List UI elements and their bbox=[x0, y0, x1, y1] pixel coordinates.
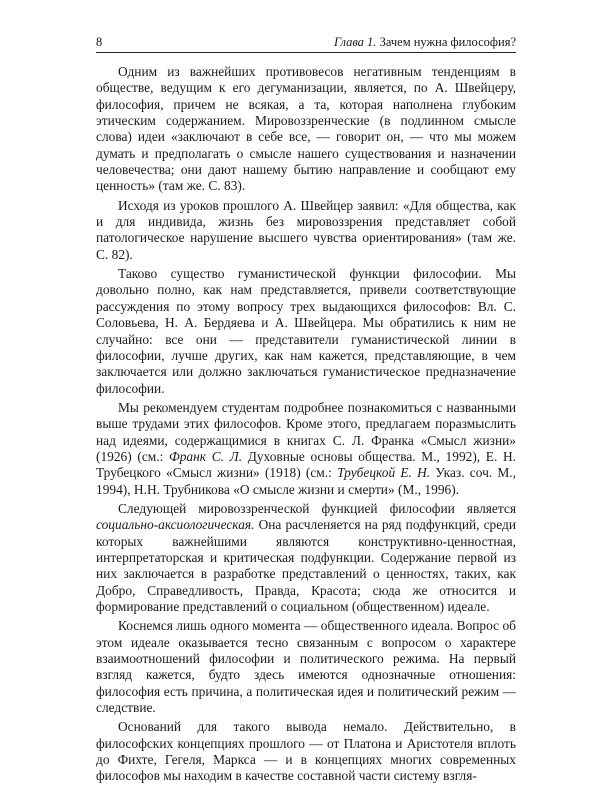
paragraph: Исходя из уроков прошлого А. Швейцер заявил: «Для общества, как и для индивида, жизнь без мировоззрения представляет собой патологическое нарушение высшего чувства ориентирования» (там же. С. 82). bbox=[96, 197, 516, 262]
paragraph: Таково существо гуманистической функции философии. Мы довольно полно, как нам представляется, привели соответствующие рассуждения по этому вопросу трех выдающихся философов: Вл. С. Соловьева, Н. А. Бердяева и А. Швейцера. Мы обратились к ним не случайно: все они — представители гуманистической линии в философии, лучше других, как нам кажется, представляющие, в чем заключается или должно заключаться гуманистическое предназначение философии. bbox=[96, 266, 516, 396]
paragraph: Коснемся лишь одного момента — общественного идеала. Вопрос об этом идеале оказывается тесно связанным с вопросом о характере взаимоотношений философии и политического режима. На первый взгляд кажется, будто здесь имеются однозначные отношения: философия есть причина, а политическая идея и политический режим — следствие. bbox=[96, 618, 516, 716]
chapter-label: Глава 1. bbox=[334, 35, 377, 49]
paragraph-text: Мы рекомендуем студентам подробнее познакомиться с названными выше трудами этих философов. Кроме этого, предлагаем поразмыслить над идеями, содержащимися в книгах С. Л. Франка «Смысл жизни» (1926) (см.: bbox=[96, 399, 516, 464]
paragraph-text: Она расчленяется на ряд подфункций, среди которых важнейшими являются конструктивно-ценностная, интерпретаторская и критическая подфункции. Содержание первой из них заключается в разработке представлений о ценностях, таких, как Добро, Справедливость, Правда, Красота; сюда же относится и формирование представлений о социальном (общественном) идеале. bbox=[96, 517, 516, 614]
paragraph-text: Указ. соч. М., 1994), Н.Н. Трубникова «О смысле жизни и смерти» (М., 1996). bbox=[96, 465, 516, 497]
paragraph bbox=[96, 501, 516, 615]
paragraph-text: Следующей мировоззренческой функцией философии является bbox=[118, 500, 516, 516]
body-text bbox=[96, 64, 516, 785]
page-number: 8 bbox=[96, 35, 103, 49]
author-citation: Трубецкой Е. Н. bbox=[337, 465, 431, 481]
paragraph bbox=[96, 400, 516, 498]
paragraph: Оснований для такого вывода немало. Действительно, в философских концепциях прошлого — от Платона и Аристотеля вплоть до Фихте, Гегеля, Маркса — и в концепциях многих современных философов мы находим в качестве составной части систему взгля- bbox=[96, 719, 516, 784]
chapter-title: Зачем нужна философия? bbox=[379, 35, 516, 49]
header-rule bbox=[96, 52, 516, 53]
author-citation: Франк С. Л. bbox=[168, 448, 243, 464]
paragraph: Одним из важнейших противовесов негативным тенденциям в обществе, ведущим к его дегуманизации, является, по А. Швейцеру, философия, причем не всякая, а та, которая наполнена глубоким этическим содержанием. Мировоззренческие (в подлинном смысле слова) идеи «заключают в себе все, — говорит он, — что мы можем думать и предполагать о смысле нашего существования и назначении человечества; они дают нашему бытию направление и сообщают ему ценность» (там же. С. 83). bbox=[96, 64, 516, 194]
paragraph-text: Духовные основы общества. М., 1992), Е. Н. Трубецкого «Смысл жизни» (1918) (см.: bbox=[96, 448, 516, 481]
running-head bbox=[334, 34, 516, 50]
emphasized-term: социально-аксиологическая. bbox=[96, 517, 255, 533]
page-header bbox=[96, 34, 516, 52]
